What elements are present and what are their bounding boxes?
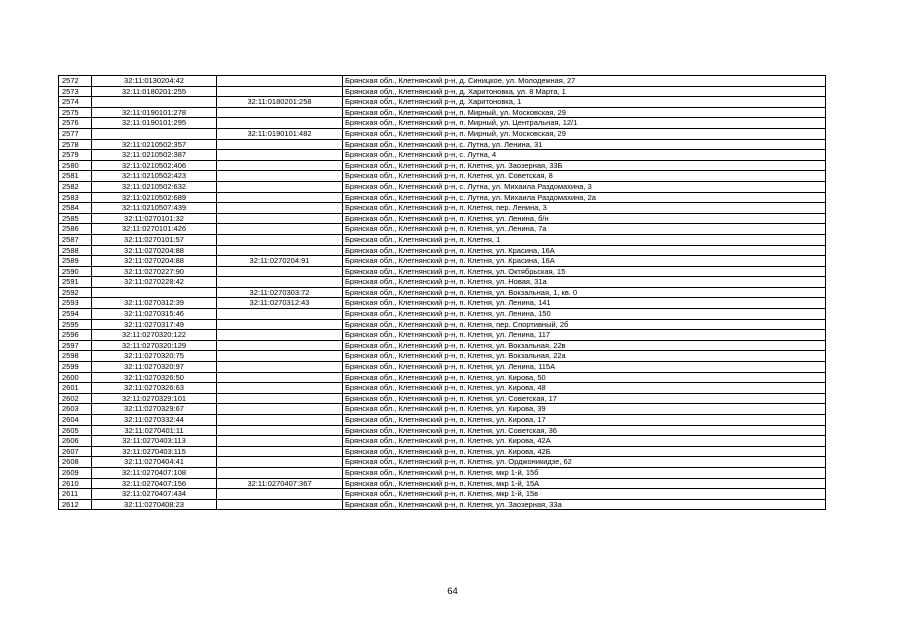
address-cell: Брянская обл., Клетнянский р-н, с. Лутна, 4	[343, 150, 826, 161]
row-number-cell: 2602	[59, 393, 92, 404]
row-number-cell: 2612	[59, 499, 92, 510]
row-number-cell: 2601	[59, 383, 92, 394]
cadastral-number-cell: 32:11:0270408:23	[92, 499, 217, 510]
cadastral-number-cell: 32:11:0270407:156	[92, 478, 217, 489]
table-row	[59, 224, 826, 235]
row-number-cell: 2579	[59, 150, 92, 161]
address-cell: Брянская обл., Клетнянский р-н, п. Клетня, мкр 1-й, 15А	[343, 478, 826, 489]
row-number-cell: 2603	[59, 404, 92, 415]
row-number-cell: 2581	[59, 171, 92, 182]
cadastral-number-cell: 32:11:0180201:255	[92, 86, 217, 97]
table-row	[59, 266, 826, 277]
linked-cadastral-number-cell: 32:11:0270312:43	[217, 298, 343, 309]
linked-cadastral-number-cell	[217, 245, 343, 256]
table-row	[59, 436, 826, 447]
linked-cadastral-number-cell	[217, 118, 343, 129]
address-cell: Брянская обл., Клетнянский р-н, п. Клетня, ул. Кирова, 17	[343, 415, 826, 426]
linked-cadastral-number-cell	[217, 86, 343, 97]
cadastral-number-cell: 32:11:0270317:49	[92, 319, 217, 330]
linked-cadastral-number-cell	[217, 467, 343, 478]
cadastral-number-cell: 32:11:0270401:11	[92, 425, 217, 436]
linked-cadastral-number-cell	[217, 351, 343, 362]
cadastral-number-cell: 32:11:0210507:439	[92, 203, 217, 214]
cadastral-number-cell: 32:11:0270204:88	[92, 245, 217, 256]
cadastral-number-cell: 32:11:0270320:75	[92, 351, 217, 362]
cadastral-number-cell: 32:11:0270404:41	[92, 457, 217, 468]
cadastral-number-cell: 32:11:0270407:108	[92, 467, 217, 478]
cadastral-number-cell: 32:11:0210502:423	[92, 171, 217, 182]
registry-table-body	[59, 76, 826, 510]
linked-cadastral-number-cell	[217, 277, 343, 288]
cadastral-number-cell: 32:11:0270101:57	[92, 234, 217, 245]
row-number-cell: 2611	[59, 489, 92, 500]
linked-cadastral-number-cell	[217, 150, 343, 161]
table-row	[59, 457, 826, 468]
address-cell: Брянская обл., Клетнянский р-н, п. Клетня, ул. Заозерная, 33Б	[343, 160, 826, 171]
address-cell: Брянская обл., Клетнянский р-н, п. Клетня, ул. Вокзальная, 22а	[343, 351, 826, 362]
row-number-cell: 2596	[59, 330, 92, 341]
cadastral-number-cell: 32:11:0270101:32	[92, 213, 217, 224]
table-row	[59, 160, 826, 171]
row-number-cell: 2577	[59, 128, 92, 139]
table-row	[59, 330, 826, 341]
address-cell: Брянская обл., Клетнянский р-н, п. Клетня, пер. Ленина, 3	[343, 203, 826, 214]
address-cell: Брянская обл., Клетнянский р-н, с. Лутна, ул. Михаила Раздомахина, 2а	[343, 192, 826, 203]
linked-cadastral-number-cell: 32:11:0270204:91	[217, 256, 343, 267]
row-number-cell: 2600	[59, 372, 92, 383]
table-row	[59, 499, 826, 510]
row-number-cell: 2580	[59, 160, 92, 171]
address-cell: Брянская обл., Клетнянский р-н, п. Клетня, ул. Орджоникидзе, 62	[343, 457, 826, 468]
table-row	[59, 309, 826, 320]
table-row	[59, 319, 826, 330]
row-number-cell: 2586	[59, 224, 92, 235]
address-cell: Брянская обл., Клетнянский р-н, п. Клетня, пер. Спортивный, 2б	[343, 319, 826, 330]
row-number-cell: 2576	[59, 118, 92, 129]
table-row	[59, 171, 826, 182]
cadastral-number-cell	[92, 128, 217, 139]
table-row	[59, 298, 826, 309]
linked-cadastral-number-cell	[217, 436, 343, 447]
table-row	[59, 383, 826, 394]
address-cell: Брянская обл., Клетнянский р-н, п. Клетня, мкр 1-й, 15б	[343, 467, 826, 478]
table-row	[59, 181, 826, 192]
cadastral-number-cell	[92, 97, 217, 108]
address-cell: Брянская обл., Клетнянский р-н, п. Клетня, ул. Ленина, 117	[343, 330, 826, 341]
cadastral-number-cell: 32:11:0130204:42	[92, 76, 217, 87]
cadastral-number-cell: 32:11:0270329:101	[92, 393, 217, 404]
address-cell: Брянская обл., Клетнянский р-н, д. Синицкое, ул. Молодежная, 27	[343, 76, 826, 87]
row-number-cell: 2590	[59, 266, 92, 277]
linked-cadastral-number-cell	[217, 192, 343, 203]
linked-cadastral-number-cell	[217, 309, 343, 320]
cadastral-number-cell: 32:11:0210502:387	[92, 150, 217, 161]
table-row	[59, 351, 826, 362]
row-number-cell: 2609	[59, 467, 92, 478]
linked-cadastral-number-cell	[217, 234, 343, 245]
cadastral-number-cell: 32:11:0270332:44	[92, 415, 217, 426]
row-number-cell: 2575	[59, 107, 92, 118]
cadastral-number-cell: 32:11:0270407:434	[92, 489, 217, 500]
linked-cadastral-number-cell	[217, 404, 343, 415]
row-number-cell: 2594	[59, 309, 92, 320]
address-cell: Брянская обл., Клетнянский р-н, п. Клетня, ул. Кирова, 39	[343, 404, 826, 415]
row-number-cell: 2610	[59, 478, 92, 489]
linked-cadastral-number-cell: 32:11:0190101:482	[217, 128, 343, 139]
table-row	[59, 234, 826, 245]
row-number-cell: 2608	[59, 457, 92, 468]
address-cell: Брянская обл., Клетнянский р-н, п. Клетня, ул. Ленина, б/н	[343, 213, 826, 224]
linked-cadastral-number-cell	[217, 425, 343, 436]
cadastral-number-cell: 32:11:0270312:39	[92, 298, 217, 309]
linked-cadastral-number-cell	[217, 266, 343, 277]
row-number-cell: 2604	[59, 415, 92, 426]
table-row	[59, 277, 826, 288]
address-cell: Брянская обл., Клетнянский р-н, д. Харитоновка, ул. 8 Марта, 1	[343, 86, 826, 97]
row-number-cell: 2573	[59, 86, 92, 97]
row-number-cell: 2595	[59, 319, 92, 330]
table-row	[59, 97, 826, 108]
table-row	[59, 86, 826, 97]
row-number-cell: 2605	[59, 425, 92, 436]
address-cell: Брянская обл., Клетнянский р-н, п. Клетня, ул. Ленина, 7а	[343, 224, 826, 235]
row-number-cell: 2593	[59, 298, 92, 309]
row-number-cell: 2588	[59, 245, 92, 256]
address-cell: Брянская обл., Клетнянский р-н, п. Мирный, ул. Центральная, 12/1	[343, 118, 826, 129]
address-cell: Брянская обл., Клетнянский р-н, п. Клетня, ул. Красина, 16А	[343, 256, 826, 267]
cadastral-number-cell: 32:11:0270320:97	[92, 362, 217, 373]
address-cell: Брянская обл., Клетнянский р-н, п. Клетня, ул. Советская, 8	[343, 171, 826, 182]
row-number-cell: 2589	[59, 256, 92, 267]
table-row	[59, 393, 826, 404]
address-cell: Брянская обл., Клетнянский р-н, п. Клетня, ул. Вокзальная, 22в	[343, 340, 826, 351]
row-number-cell: 2572	[59, 76, 92, 87]
table-row	[59, 489, 826, 500]
linked-cadastral-number-cell	[217, 181, 343, 192]
linked-cadastral-number-cell	[217, 330, 343, 341]
address-cell: Брянская обл., Клетнянский р-н, п. Клетня, ул. Вокзальная, 1, кв. 0	[343, 287, 826, 298]
row-number-cell: 2607	[59, 446, 92, 457]
cadastral-number-cell: 32:11:0210502:357	[92, 139, 217, 150]
table-row	[59, 362, 826, 373]
linked-cadastral-number-cell	[217, 489, 343, 500]
linked-cadastral-number-cell	[217, 203, 343, 214]
linked-cadastral-number-cell	[217, 160, 343, 171]
row-number-cell: 2597	[59, 340, 92, 351]
address-cell: Брянская обл., Клетнянский р-н, п. Клетня, мкр 1-й, 15в	[343, 489, 826, 500]
table-row	[59, 372, 826, 383]
page-number: 64	[447, 586, 458, 597]
linked-cadastral-number-cell	[217, 76, 343, 87]
cadastral-number-cell: 32:11:0210502:406	[92, 160, 217, 171]
table-row	[59, 213, 826, 224]
table-row	[59, 245, 826, 256]
address-cell: Брянская обл., Клетнянский р-н, п. Клетня, ул. Октябрьская, 15	[343, 266, 826, 277]
linked-cadastral-number-cell	[217, 107, 343, 118]
table-row	[59, 478, 826, 489]
registry-table	[58, 75, 826, 510]
address-cell: Брянская обл., Клетнянский р-н, п. Мирный, ул. Московская, 29	[343, 128, 826, 139]
row-number-cell: 2582	[59, 181, 92, 192]
linked-cadastral-number-cell	[217, 372, 343, 383]
row-number-cell: 2599	[59, 362, 92, 373]
cadastral-number-cell: 32:11:0270320:122	[92, 330, 217, 341]
linked-cadastral-number-cell	[217, 446, 343, 457]
table-row	[59, 256, 826, 267]
address-cell: Брянская обл., Клетнянский р-н, п. Клетня, ул. Кирова, 48	[343, 383, 826, 394]
row-number-cell: 2578	[59, 139, 92, 150]
row-number-cell: 2574	[59, 97, 92, 108]
address-cell: Брянская обл., Клетнянский р-н, п. Мирный, ул. Московская, 29	[343, 107, 826, 118]
linked-cadastral-number-cell	[217, 383, 343, 394]
table-row	[59, 203, 826, 214]
table-row	[59, 467, 826, 478]
address-cell: Брянская обл., Клетнянский р-н, п. Клетня, 1	[343, 234, 826, 245]
linked-cadastral-number-cell	[217, 393, 343, 404]
address-cell: Брянская обл., Клетнянский р-н, п. Клетня, ул. Кирова, 42А	[343, 436, 826, 447]
cadastral-number-cell: 32:11:0190101:278	[92, 107, 217, 118]
table-row	[59, 150, 826, 161]
address-cell: Брянская обл., Клетнянский р-н, п. Клетня, ул. Красина, 16А	[343, 245, 826, 256]
linked-cadastral-number-cell	[217, 362, 343, 373]
cadastral-number-cell: 32:11:0210502:632	[92, 181, 217, 192]
address-cell: Брянская обл., Клетнянский р-н, с. Лутна, ул. Михаила Раздомахина, 3	[343, 181, 826, 192]
address-cell: Брянская обл., Клетнянский р-н, п. Клетня, ул. Ленина, 150	[343, 309, 826, 320]
linked-cadastral-number-cell	[217, 319, 343, 330]
cadastral-number-cell: 32:11:0270403:115	[92, 446, 217, 457]
cadastral-number-cell: 32:11:0270403:113	[92, 436, 217, 447]
cadastral-number-cell: 32:11:0190101:295	[92, 118, 217, 129]
row-number-cell: 2587	[59, 234, 92, 245]
cadastral-number-cell: 32:11:0270315:46	[92, 309, 217, 320]
table-row	[59, 404, 826, 415]
linked-cadastral-number-cell	[217, 224, 343, 235]
linked-cadastral-number-cell: 32:11:0180201:258	[217, 97, 343, 108]
linked-cadastral-number-cell	[217, 139, 343, 150]
table-row	[59, 107, 826, 118]
table-row	[59, 425, 826, 436]
table-row	[59, 128, 826, 139]
row-number-cell: 2583	[59, 192, 92, 203]
address-cell: Брянская обл., Клетнянский р-н, п. Клетня, ул. Кирова, 50	[343, 372, 826, 383]
address-cell: Брянская обл., Клетнянский р-н, д. Харитоновка, 1	[343, 97, 826, 108]
table-row	[59, 139, 826, 150]
cadastral-number-cell: 32:11:0270320:129	[92, 340, 217, 351]
address-cell: Брянская обл., Клетнянский р-н, с. Лутна, ул. Ленина, 31	[343, 139, 826, 150]
cadastral-number-cell: 32:11:0270326:63	[92, 383, 217, 394]
cadastral-number-cell: 32:11:0270227:90	[92, 266, 217, 277]
row-number-cell: 2591	[59, 277, 92, 288]
row-number-cell: 2584	[59, 203, 92, 214]
table-row	[59, 118, 826, 129]
address-cell: Брянская обл., Клетнянский р-н, п. Клетня, ул. Заозерная, 33а	[343, 499, 826, 510]
row-number-cell: 2598	[59, 351, 92, 362]
linked-cadastral-number-cell	[217, 499, 343, 510]
cadastral-number-cell: 32:11:0270204:88	[92, 256, 217, 267]
linked-cadastral-number-cell: 32:11:0270303:72	[217, 287, 343, 298]
table-row	[59, 446, 826, 457]
table-row	[59, 192, 826, 203]
linked-cadastral-number-cell: 32:11:0270407:367	[217, 478, 343, 489]
cadastral-number-cell	[92, 287, 217, 298]
linked-cadastral-number-cell	[217, 171, 343, 182]
table-row	[59, 340, 826, 351]
row-number-cell: 2592	[59, 287, 92, 298]
linked-cadastral-number-cell	[217, 213, 343, 224]
address-cell: Брянская обл., Клетнянский р-н, п. Клетня, ул. Советская, 36	[343, 425, 826, 436]
cadastral-number-cell: 32:11:0270326:50	[92, 372, 217, 383]
table-row	[59, 76, 826, 87]
linked-cadastral-number-cell	[217, 340, 343, 351]
address-cell: Брянская обл., Клетнянский р-н, п. Клетня, ул. Ленина, 141	[343, 298, 826, 309]
cadastral-number-cell: 32:11:0270329:67	[92, 404, 217, 415]
cadastral-number-cell: 32:11:0270101:426	[92, 224, 217, 235]
linked-cadastral-number-cell	[217, 415, 343, 426]
cadastral-number-cell: 32:11:0210502:689	[92, 192, 217, 203]
address-cell: Брянская обл., Клетнянский р-н, п. Клетня, ул. Кирова, 42Б	[343, 446, 826, 457]
cadastral-number-cell: 32:11:0270228:42	[92, 277, 217, 288]
table-row	[59, 287, 826, 298]
address-cell: Брянская обл., Клетнянский р-н, п. Клетня, ул. Новая, 31а	[343, 277, 826, 288]
address-cell: Брянская обл., Клетнянский р-н, п. Клетня, ул. Советская, 17	[343, 393, 826, 404]
address-cell: Брянская обл., Клетнянский р-н, п. Клетня, ул. Ленина, 115А	[343, 362, 826, 373]
linked-cadastral-number-cell	[217, 457, 343, 468]
row-number-cell: 2606	[59, 436, 92, 447]
table-row	[59, 415, 826, 426]
row-number-cell: 2585	[59, 213, 92, 224]
